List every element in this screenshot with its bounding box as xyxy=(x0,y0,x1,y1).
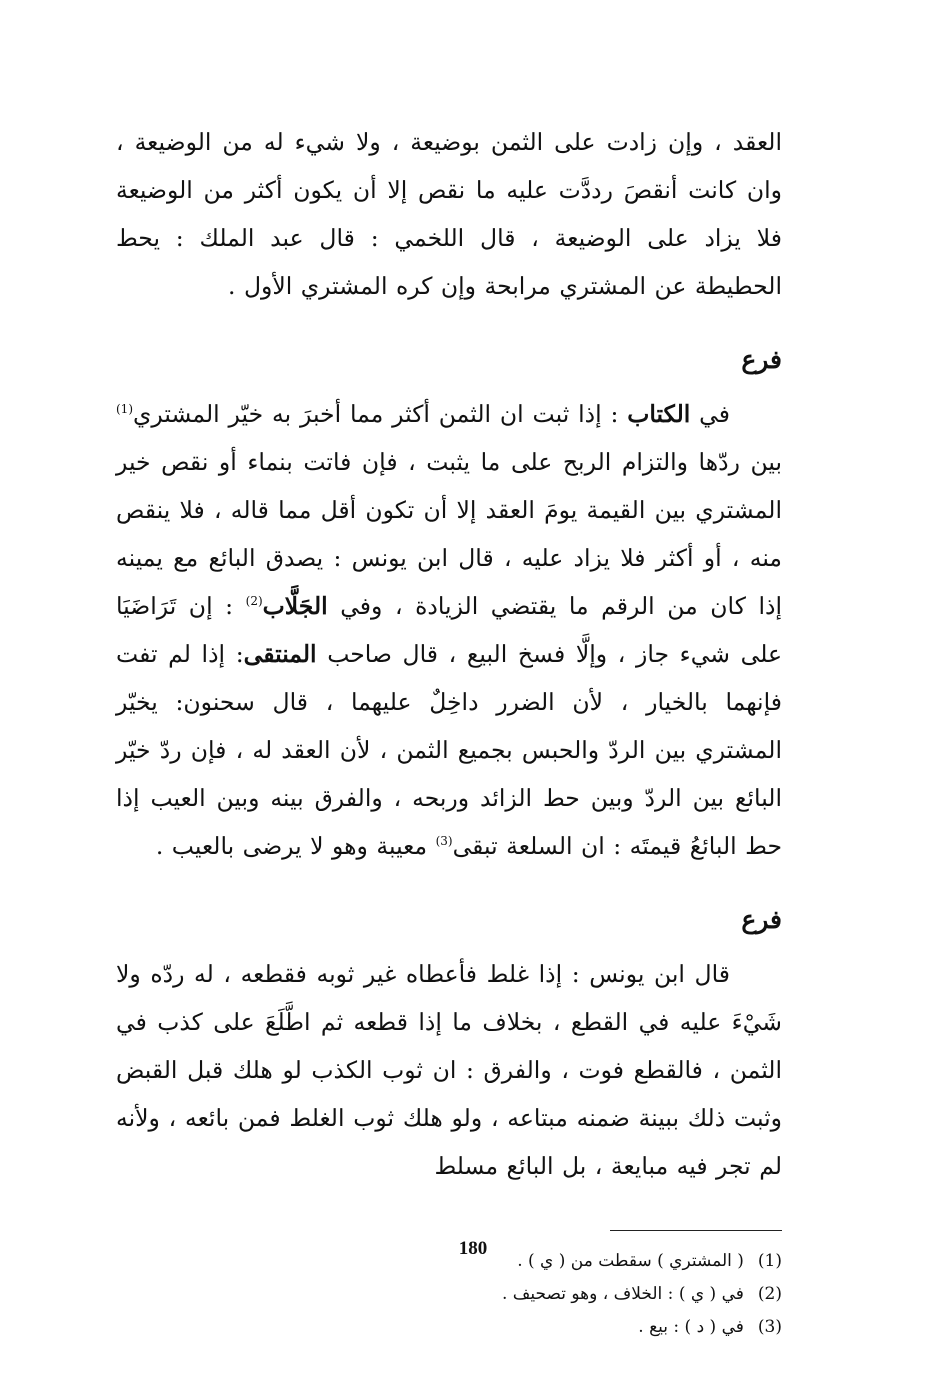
paragraph-2-text-1: في xyxy=(690,400,730,428)
footnote-divider xyxy=(610,1230,782,1231)
paragraph-2-text-6: معيبة وهو لا يرضى بالعيب . xyxy=(155,832,436,860)
paragraph-2-text-4: : إن تَرَاضَيَا على شيء جاز ، وإلَّا فسخ البيع ، قال صاحب xyxy=(116,592,782,668)
book-title-kitab: الكتاب xyxy=(627,400,691,428)
footnote-text: ( المشتري ) سقطت من ( ي ) . xyxy=(517,1251,744,1271)
page-number: 180 xyxy=(458,1238,488,1259)
paragraph-2 xyxy=(116,390,782,870)
book-title-jallab: الجَلَّاب xyxy=(262,592,328,620)
footnote-marker-1: (1) xyxy=(116,402,133,417)
section-heading-2: فرع xyxy=(741,905,782,934)
footnote-number: (2) xyxy=(757,1284,782,1304)
footnote-number: (3) xyxy=(757,1317,782,1337)
footnote-text: في ( ي ) : الخلاف ، وهو تصحيف . xyxy=(502,1284,744,1304)
paragraph-2-text-5: : إذا لم تفت فإنهما بالخيار ، لأن الضرر داخِلٌ عليهما ، قال سحنون: يخيّر المشتري بين الردّ والحبس بجميع الثمن ، لأن العقد له ، فإن ردّ خيّر البائع بين الردّ وبين حط الزائد وربحه ، والفرق بينه وبين العيب إذا حط البائعُ قيمتَه : ان السلعة تبقى xyxy=(116,640,782,860)
footnote-2 xyxy=(116,1278,782,1311)
paragraph-3: قال ابن يونس : إذا غلط فأعطاه غير ثوبه فقطعه ، له ردّه ولا شَيْءَ عليه في القطع ، بخلاف ما إذا قطعه ثم اطَّلَعَ على كذب في الثمن ، فالقطع فوت ، والفرق : ان ثوب الكذب لو هلك قبل القبض وثبت ذلك ببينة ضمنه مبتاعه ، ولو هلك ثوب الغلط فمن بائعه ، ولأنه لم تجر فيه مبايعة ، بل البائع مسلط xyxy=(116,960,782,1180)
footnote-marker-2: (2) xyxy=(245,594,263,609)
paragraph-2-text-3: بين ردّها والتزام الربح على ما يثبت ، فإن فاتت بنماء أو نقص خير المشتري بين القيمة يومَ العقد إلا أن تكون أقل مما قاله ، فلا ينقص منه ، أو أكثر فلا يزاد عليه ، قال ابن يونس : يصدق البائع مع يمينه إذا كان من الرقم ما يقتضي الزيادة ، وفي xyxy=(116,448,782,620)
footnote-3 xyxy=(116,1311,782,1344)
footnote-text: في ( د ) : بيع . xyxy=(638,1317,744,1337)
book-title-muntaqa: المنتقى xyxy=(243,640,317,668)
footnote-number: (1) xyxy=(757,1251,782,1271)
paragraph-2-text-2: : إذا ثبت ان الثمن أكثر مما أخبرَ به خيّر المشتري xyxy=(133,400,628,428)
section-heading-1: فرع xyxy=(741,345,782,374)
footnote-marker-3: (3) xyxy=(435,834,453,849)
paragraph-1: العقد ، وإن زادت على الثمن بوضيعة ، ولا شيء له من الوضيعة ، وان كانت أنقصَ رددَّت عليه ما نقص إلا أن يكون أكثر من الوضيعة فلا يزاد على الوضيعة ، قال اللخمي : قال عبد الملك : يحط الحطيطة عن المشتري مرابحة وإن كره المشتري الأول . xyxy=(116,128,782,300)
